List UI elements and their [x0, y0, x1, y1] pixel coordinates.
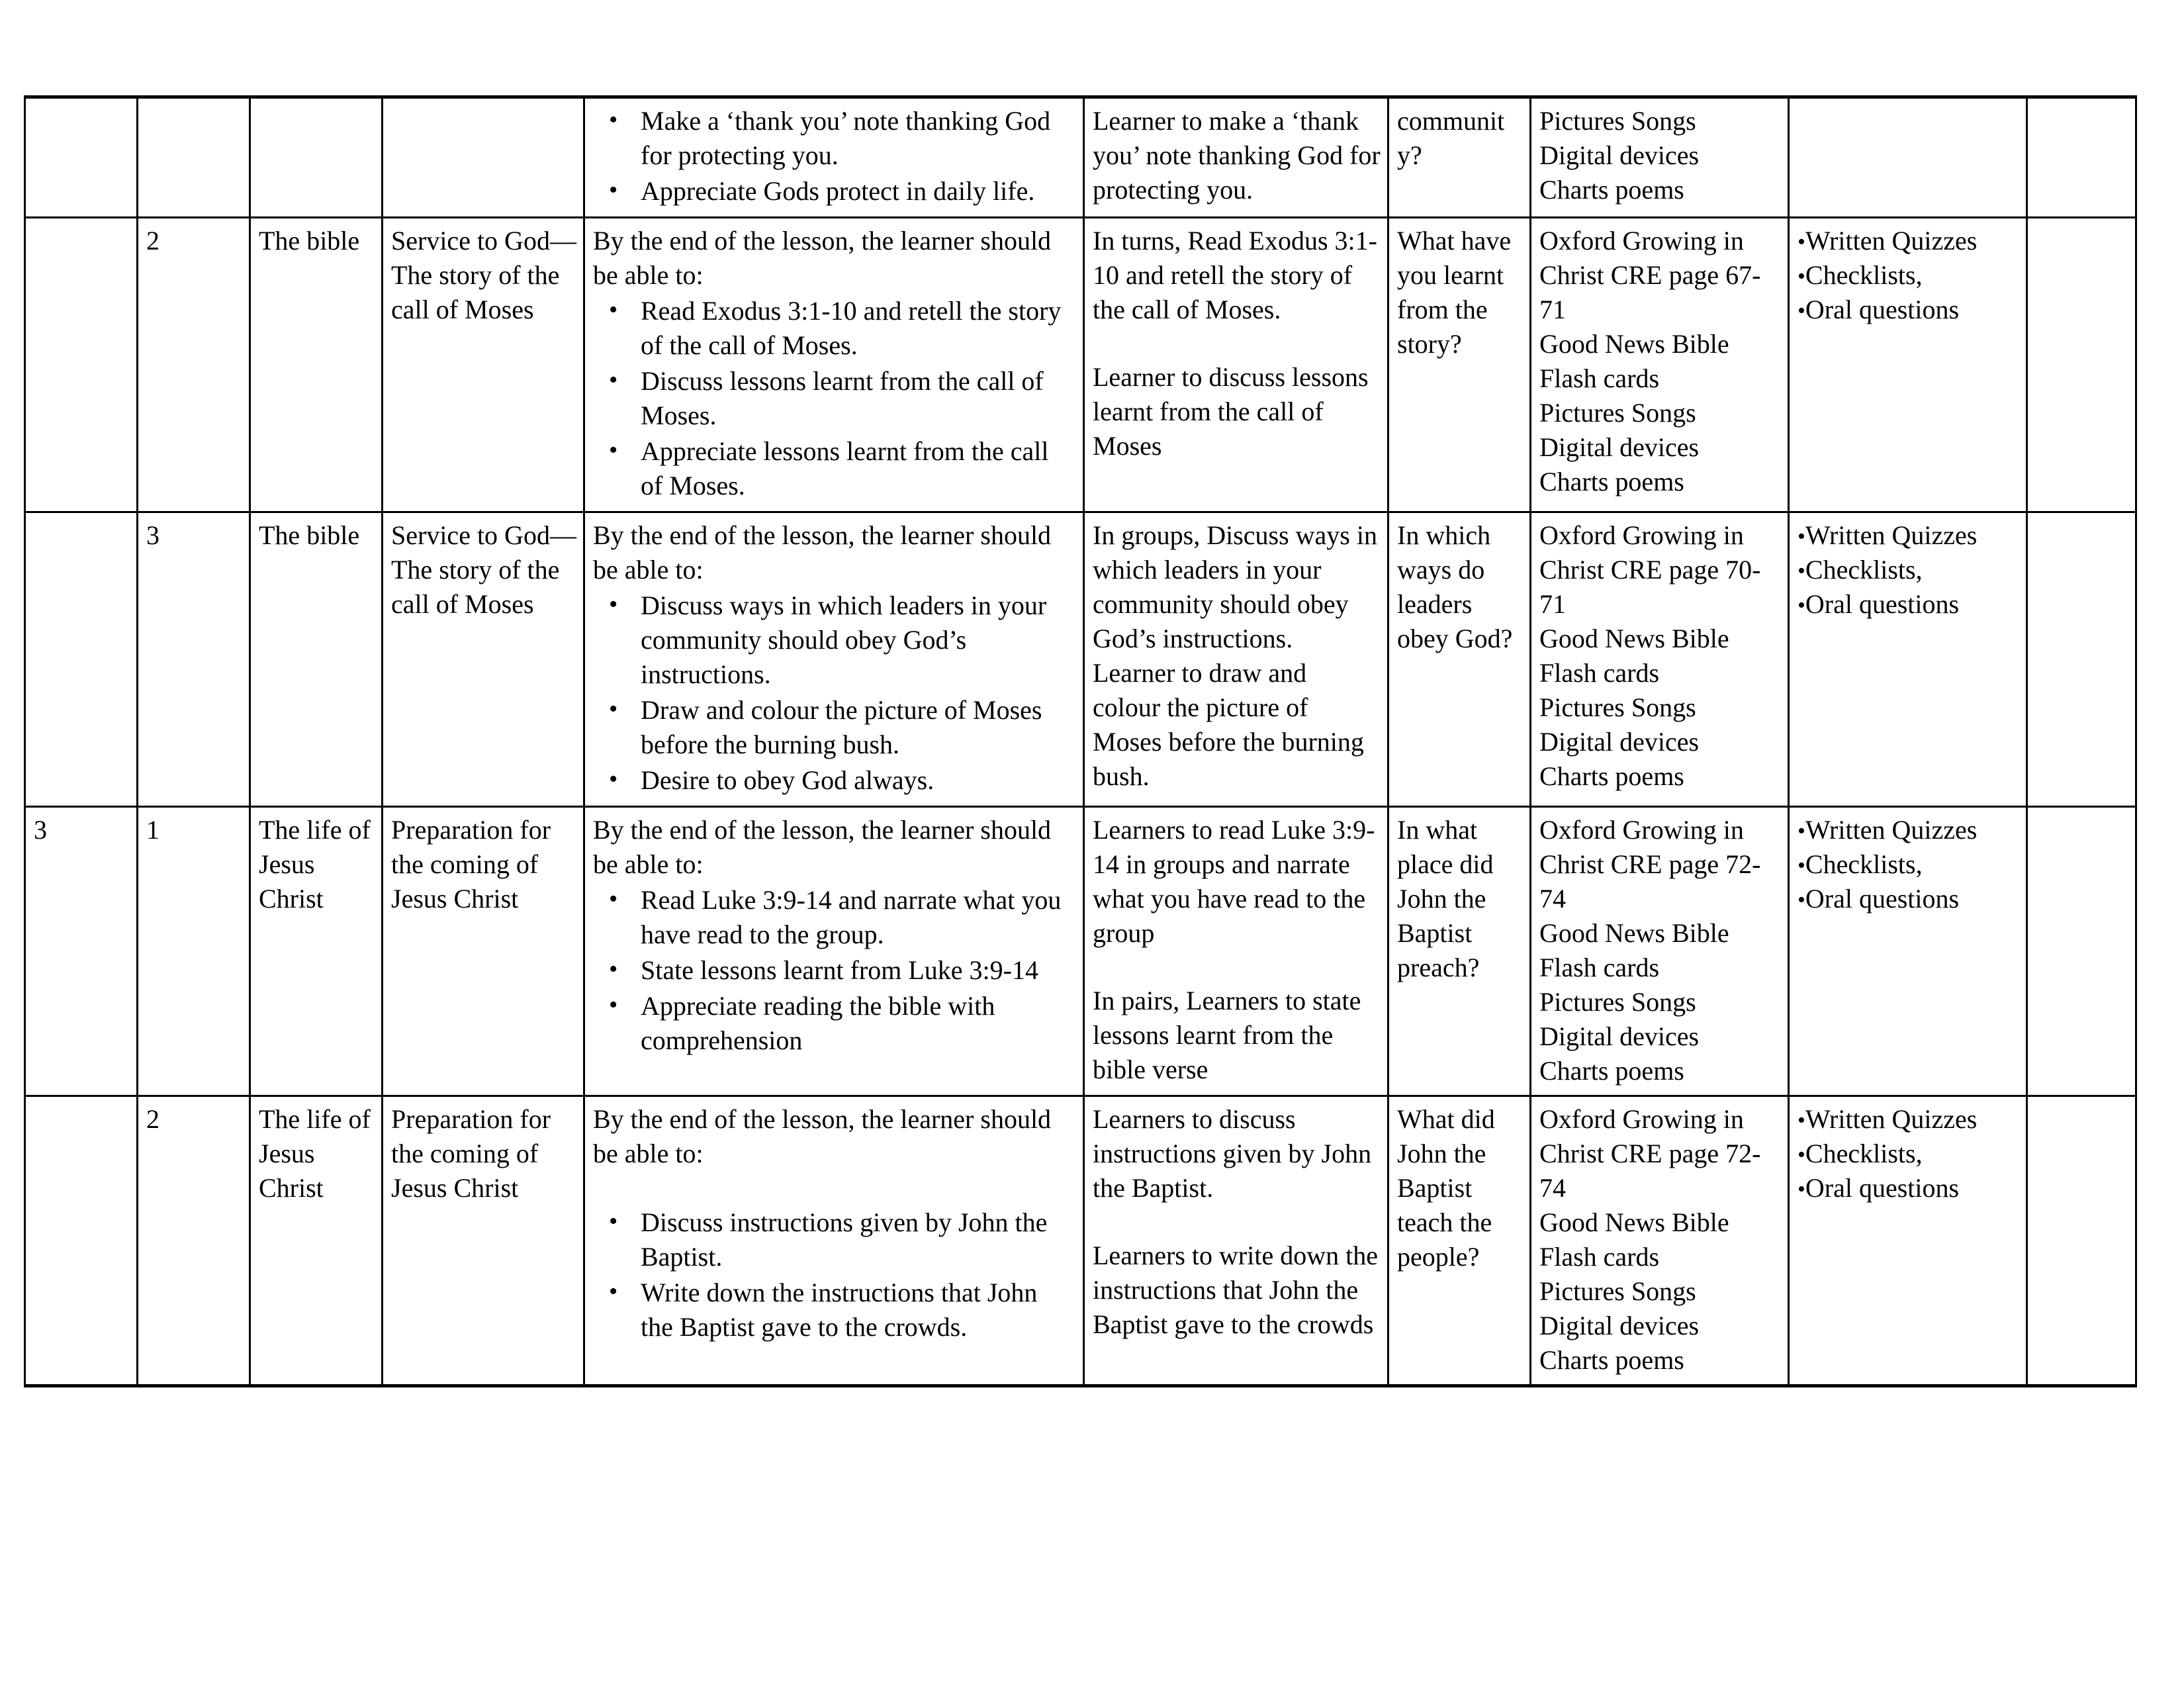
bullet-icon: • [1797, 1177, 1805, 1201]
bullet-icon: • [1797, 593, 1805, 618]
table-body [25, 97, 2136, 1386]
assessment-item-label: Checklists, [1805, 555, 1923, 585]
resource-item: Oxford Growing in Christ CRE page 70-71 [1539, 520, 1761, 619]
resource-item: Charts poems [1539, 761, 1684, 791]
week-cell [25, 512, 138, 807]
reflection-cell [2027, 218, 2136, 512]
learning-experiences-cell [1084, 807, 1388, 1096]
learning-experiences-cell [1084, 218, 1388, 512]
scheme-of-work-table-wrapper [24, 95, 2135, 1387]
assessment-item-label: Written Quizzes [1805, 815, 1978, 845]
resource-item: Pictures Songs [1539, 1276, 1696, 1306]
assessment-item [1797, 293, 2019, 327]
bullet-icon: • [1797, 1143, 1805, 1167]
outcomes-lead-text: By the end of the lesson, the learner should be able to: [593, 1104, 1052, 1168]
strand-cell [250, 97, 383, 218]
learning-resources-cell [1531, 1096, 1789, 1386]
objective-item: • State lessons learnt from Luke 3:9-14 [641, 953, 1076, 988]
resource-item: Flash cards [1539, 658, 1660, 688]
key-inquiry-question-cell: What have you learnt from the story? [1388, 218, 1531, 512]
assessment-item [1797, 587, 2019, 622]
learning-outcomes-cell [584, 1096, 1084, 1386]
assessment-item [1797, 882, 2019, 916]
resource-item: Flash cards [1539, 363, 1660, 393]
reflection-cell [2027, 1096, 2136, 1386]
assessment-item [1797, 1102, 2019, 1137]
resources-list [1539, 1102, 1781, 1378]
objective-item: • Discuss ways in which leaders in your community should obey God’s instructions. [641, 588, 1076, 692]
bullet-icon: • [1797, 524, 1805, 549]
objective-item: • Discuss instructions given by John the Baptist. [641, 1205, 1076, 1274]
resource-item: Digital devices [1539, 140, 1700, 170]
resources-list [1539, 518, 1781, 794]
week-cell: 3 [25, 807, 138, 1096]
assessment-methods-cell [1789, 807, 2027, 1096]
resource-item: Digital devices [1539, 1021, 1700, 1051]
objective-item: • Appreciate reading the bible with comprehension [641, 989, 1076, 1058]
assessment-item-label: Written Quizzes [1805, 1104, 1978, 1134]
substrand-cell: Service to God—The story of the call of Moses [383, 512, 584, 807]
objectives-list [593, 588, 1076, 798]
assessment-item [1797, 224, 2019, 258]
learning-experiences-cell [1084, 97, 1388, 218]
reflection-cell [2027, 807, 2136, 1096]
resource-item: Flash cards [1539, 953, 1660, 982]
table-row [25, 1096, 2136, 1386]
lesson-cell: 2 [138, 218, 250, 512]
learning-experience-text: In turns, Read Exodus 3:1-10 and retell the story of the call of Moses. [1093, 226, 1377, 324]
outcomes-lead-text: By the end of the lesson, the learner should be able to: [593, 226, 1052, 290]
substrand-cell [383, 97, 584, 218]
resource-item: Good News Bible [1539, 1207, 1729, 1237]
assessment-item-label: Checklists, [1805, 260, 1923, 290]
resources-list [1539, 813, 1781, 1088]
learning-experience-text: Learner to draw and colour the picture of Moses before the burning bush. [1093, 658, 1364, 791]
learning-resources-cell [1531, 807, 1789, 1096]
resources-list [1539, 224, 1781, 499]
objective-item: • Appreciate lessons learnt from the call of Moses. [641, 434, 1076, 503]
learning-experiences-cell [1084, 512, 1388, 807]
resource-item: Oxford Growing in Christ CRE page 72-74 [1539, 815, 1761, 914]
bullet-icon: • [1797, 299, 1805, 323]
outcomes-lead-text: By the end of the lesson, the learner should be able to: [593, 520, 1052, 585]
substrand-cell: Service to God—The story of the call of Moses [383, 218, 584, 512]
learning-resources-cell [1531, 97, 1789, 218]
strand-cell: The life of Jesus Christ [250, 807, 383, 1096]
resource-item: Pictures Songs [1539, 106, 1696, 136]
assessment-item-label: Written Quizzes [1805, 226, 1978, 256]
assessment-item-label: Oral questions [1805, 589, 1960, 619]
learning-experience-text: In groups, Discuss ways in which leaders in your community should obey God’s instructions. [1093, 520, 1377, 653]
assessment-item-label: Oral questions [1805, 884, 1960, 914]
assessment-item-label: Checklists, [1805, 849, 1923, 879]
resource-item: Pictures Songs [1539, 398, 1696, 428]
resource-item: Digital devices [1539, 432, 1700, 462]
learning-outcomes-cell [584, 512, 1084, 807]
resource-item: Pictures Songs [1539, 692, 1696, 722]
objectives-list [593, 1205, 1076, 1344]
lesson-cell: 1 [138, 807, 250, 1096]
resource-item: Charts poems [1539, 467, 1684, 496]
assessment-item [1797, 1171, 2019, 1205]
objective-item: • Desire to obey God always. [641, 763, 1076, 798]
learning-experience-text: Learners to read Luke 3:9-14 in groups and narrate what you have read to the group [1093, 815, 1375, 948]
learning-outcomes-cell [584, 807, 1084, 1096]
table-row [25, 807, 2136, 1096]
resource-item: Pictures Songs [1539, 987, 1696, 1017]
assessment-item-label: Oral questions [1805, 295, 1960, 324]
assessment-methods-cell [1789, 218, 2027, 512]
learning-experiences-cell [1084, 1096, 1388, 1386]
week-cell [25, 97, 138, 218]
objective-item: • Draw and colour the picture of Moses before the burning bush. [641, 693, 1076, 762]
learning-experience-text: In pairs, Learners to state lessons learnt from the bible verse [1093, 986, 1361, 1084]
table-row [25, 218, 2136, 512]
key-inquiry-question-cell: In what place did John the Baptist preach? [1388, 807, 1531, 1096]
key-inquiry-question-cell: In which ways do leaders obey God? [1388, 512, 1531, 807]
bullet-icon: • [1797, 819, 1805, 843]
resource-item: Charts poems [1539, 1345, 1684, 1375]
reflection-cell [2027, 512, 2136, 807]
resource-item: Digital devices [1539, 727, 1700, 757]
substrand-cell: Preparation for the coming of Jesus Christ [383, 1096, 584, 1386]
objectives-list [593, 883, 1076, 1058]
learning-experience-text: Learners to discuss instructions given by John the Baptist. [1093, 1104, 1372, 1203]
assessment-methods-cell [1789, 512, 2027, 807]
key-inquiry-question-cell: What did John the Baptist teach the people? [1388, 1096, 1531, 1386]
table-row [25, 97, 2136, 218]
learning-resources-cell [1531, 512, 1789, 807]
resource-item: Oxford Growing in Christ CRE page 67-71 [1539, 226, 1761, 324]
resource-item: Charts poems [1539, 1056, 1684, 1086]
strand-cell: The bible [250, 218, 383, 512]
assessment-item-label: Checklists, [1805, 1139, 1923, 1168]
learning-outcomes-cell [584, 218, 1084, 512]
scheme-of-work-table [24, 95, 2137, 1387]
objective-item: • Read Luke 3:9-14 and narrate what you have read to the group. [641, 883, 1076, 952]
strand-cell: The bible [250, 512, 383, 807]
resource-item: Good News Bible [1539, 918, 1729, 948]
resource-item: Good News Bible [1539, 329, 1729, 359]
objectives-list [593, 294, 1076, 503]
key-inquiry-question-cell: communit y? [1388, 97, 1531, 218]
objectives-list [593, 104, 1076, 209]
assessment-item [1797, 553, 2019, 587]
bullet-icon: • [1797, 559, 1805, 583]
strand-cell: The life of Jesus Christ [250, 1096, 383, 1386]
bullet-icon: • [1797, 1108, 1805, 1133]
assessment-item [1797, 847, 2019, 882]
assessment-item [1797, 813, 2019, 847]
assessment-methods-cell [1789, 97, 2027, 218]
resource-item: Flash cards [1539, 1242, 1660, 1272]
resource-item: Charts poems [1539, 175, 1684, 205]
assessment-item [1797, 1137, 2019, 1171]
assessment-item [1797, 258, 2019, 293]
assessment-item-label: Oral questions [1805, 1173, 1960, 1203]
bullet-icon: • [1797, 853, 1805, 878]
learning-outcomes-cell [584, 97, 1084, 218]
lesson-cell: 3 [138, 512, 250, 807]
objective-item: • Read Exodus 3:1-10 and retell the story of the call of Moses. [641, 294, 1076, 363]
bullet-icon: • [1797, 888, 1805, 912]
resource-item: Good News Bible [1539, 624, 1729, 653]
objective-item: • Appreciate Gods protect in daily life. [641, 174, 1076, 209]
week-cell [25, 218, 138, 512]
learning-experience-text: Learner to discuss lessons learnt from the call of Moses [1093, 362, 1369, 461]
objective-item: • Write down the instructions that John the Baptist gave to the crowds. [641, 1276, 1076, 1344]
objective-item: • Make a ‘thank you’ note thanking God for protecting you. [641, 104, 1076, 173]
resource-item: Digital devices [1539, 1311, 1700, 1340]
week-cell [25, 1096, 138, 1386]
assessment-item [1797, 518, 2019, 553]
bullet-icon: • [1797, 264, 1805, 289]
table-row [25, 512, 2136, 807]
resource-item: Oxford Growing in Christ CRE page 72-74 [1539, 1104, 1761, 1203]
lesson-cell [138, 97, 250, 218]
lesson-cell: 2 [138, 1096, 250, 1386]
assessment-item-label: Written Quizzes [1805, 520, 1978, 550]
learning-experience-text: Learners to write down the instructions that John the Baptist gave to the crowds [1093, 1241, 1378, 1339]
outcomes-lead-text: By the end of the lesson, the learner should be able to: [593, 815, 1052, 879]
learning-experience-text: Learner to make a ‘thank you’ note thanking God for protecting you. [1093, 106, 1381, 205]
bullet-icon: • [1797, 230, 1805, 254]
reflection-cell [2027, 97, 2136, 218]
objective-item: • Discuss lessons learnt from the call of Moses. [641, 364, 1076, 433]
substrand-cell: Preparation for the coming of Jesus Christ [383, 807, 584, 1096]
learning-resources-cell [1531, 218, 1789, 512]
resources-list [1539, 104, 1781, 207]
blank-line [593, 1172, 1076, 1205]
assessment-methods-cell [1789, 1096, 2027, 1386]
